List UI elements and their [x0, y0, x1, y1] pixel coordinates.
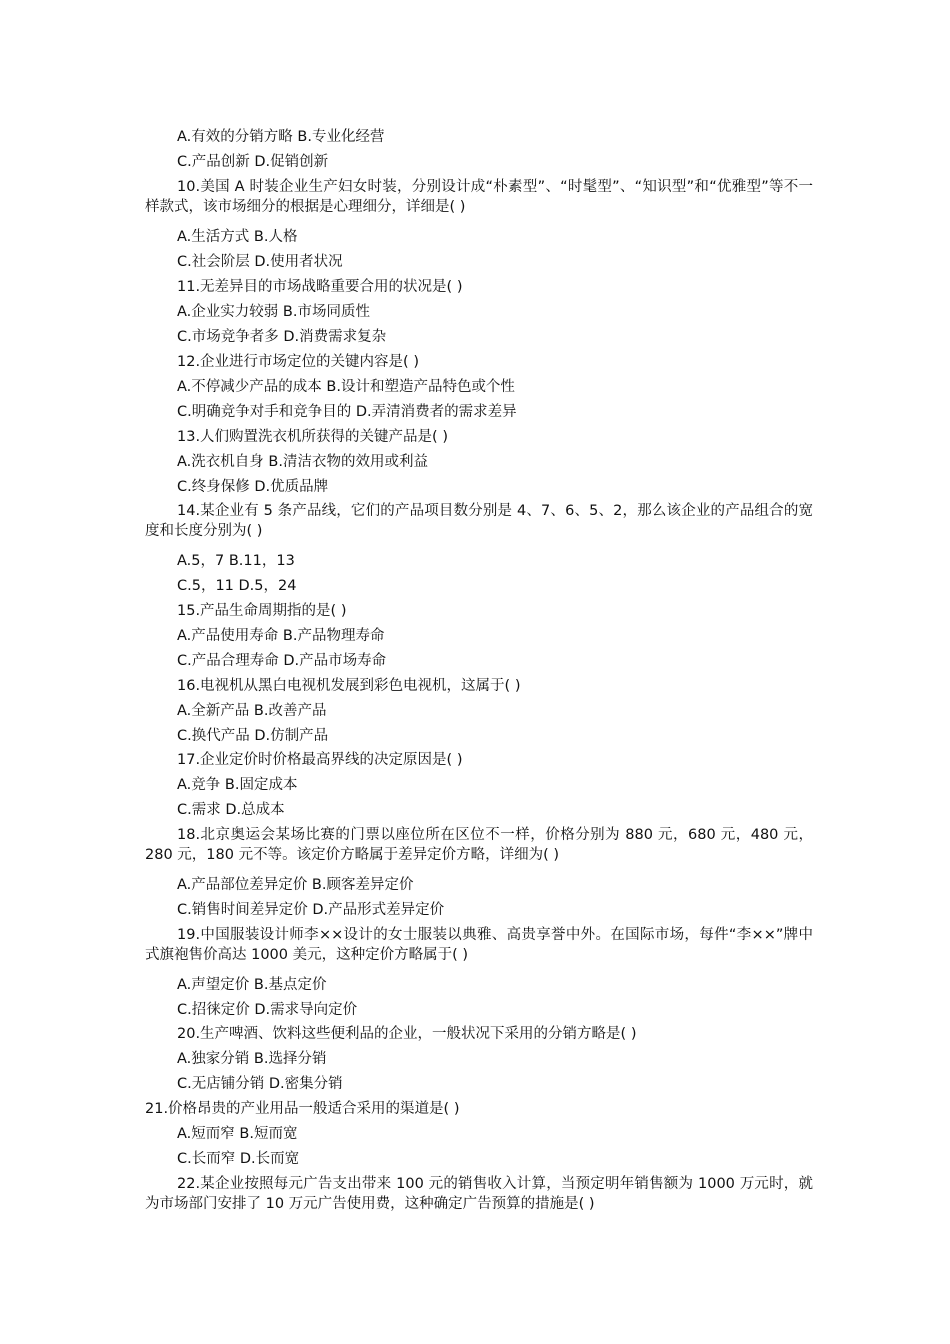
option-line: C.5，11 D.5，24	[177, 578, 297, 594]
question-10: 10.美国 A 时装企业生产妇女时装，分别设计成“朴素型”、“时髦型”、“知识型”和“优雅型”等不一样款式，该市场细分的根据是心理细分，详细是( )	[145, 179, 813, 215]
option-line: C.明确竞争对手和竞争目的 D.弄清消费者的需求差异	[177, 404, 517, 420]
option-line: C.销售时间差异定价 D.产品形式差异定价	[177, 902, 445, 918]
option-line: A.声望定价 B.基点定价	[177, 977, 327, 993]
option-line: C.社会阶层 D.使用者状况	[177, 254, 343, 270]
question-11: 11.无差异目的市场战略重要合用的状况是( )	[177, 279, 463, 295]
option-line: C.换代产品 D.仿制产品	[177, 728, 329, 744]
option-line: C.产品合理寿命 D.产品市场寿命	[177, 653, 387, 669]
option-line: A.5，7 B.11，13	[177, 553, 295, 569]
question-16: 16.电视机从黑白电视机发展到彩色电视机，这属于( )	[177, 678, 521, 694]
option-line: A.企业实力较弱 B.市场同质性	[177, 304, 370, 320]
option-line: C.无店铺分销 D.密集分销	[177, 1076, 343, 1092]
option-line: C.需求 D.总成本	[177, 802, 285, 818]
option-line: A.产品使用寿命 B.产品物理寿命	[177, 628, 385, 644]
option-line: A.不停减少产品的成本 B.设计和塑造产品特色或个性	[177, 379, 515, 395]
question-15: 15.产品生命周期指的是( )	[177, 603, 347, 619]
option-line: C.招徕定价 D.需求导向定价	[177, 1002, 358, 1018]
option-line: A.短而窄 B.短而宽	[177, 1126, 298, 1142]
question-13: 13.人们购置洗衣机所获得的关键产品是( )	[177, 429, 448, 445]
option-line: A.独家分销 B.选择分销	[177, 1051, 327, 1067]
question-21: 21.价格昂贵的产业用品一般适合采用的渠道是( )	[145, 1101, 460, 1117]
question-22: 22.某企业按照每元广告支出带来 100 元的销售收入计算，当预定明年销售额为 1000 万元时，就为市场部门安排了 10 万元广告使用费，这种确定广告预算的措施是( )	[145, 1176, 813, 1212]
option-line: A.竞争 B.固定成本	[177, 777, 298, 793]
option-line: C.产品创新 D.促销创新	[177, 154, 329, 170]
option-line: A.产品部位差异定价 B.顾客差异定价	[177, 877, 414, 893]
question-18: 18.北京奥运会某场比赛的门票以座位所在区位不一样，价格分别为 880 元，680 元，480 元，280 元，180 元不等。该定价方略属于差异定价方略，详细为( )	[145, 827, 813, 863]
question-12: 12.企业进行市场定位的关键内容是( )	[177, 354, 419, 370]
option-line: C.市场竞争者多 D.消费需求复杂	[177, 329, 387, 345]
option-line: A.生活方式 B.人格	[177, 229, 298, 245]
question-20: 20.生产啤酒、饮料这些便利品的企业，一般状况下采用的分销方略是( )	[177, 1026, 637, 1042]
option-line: A.全新产品 B.改善产品	[177, 703, 327, 719]
question-19: 19.中国服装设计师李××设计的女士服装以典雅、高贵享誉中外。在国际市场，每件“李××”牌中式旗袍售价高达 1000 美元，这种定价方略属于( )	[145, 927, 813, 963]
option-line: A.洗衣机自身 B.清洁衣物的效用或利益	[177, 454, 428, 470]
option-line: A.有效的分销方略 B.专业化经营	[177, 129, 385, 145]
option-line: C.长而窄 D.长而宽	[177, 1151, 300, 1167]
question-17: 17.企业定价时价格最高界线的决定原因是( )	[177, 752, 463, 768]
option-line: C.终身保修 D.优质品牌	[177, 479, 329, 495]
question-14: 14.某企业有 5 条产品线，它们的产品项目数分别是 4、7、6、5、2，那么该企业的产品组合的宽度和长度分别为( )	[145, 503, 813, 539]
